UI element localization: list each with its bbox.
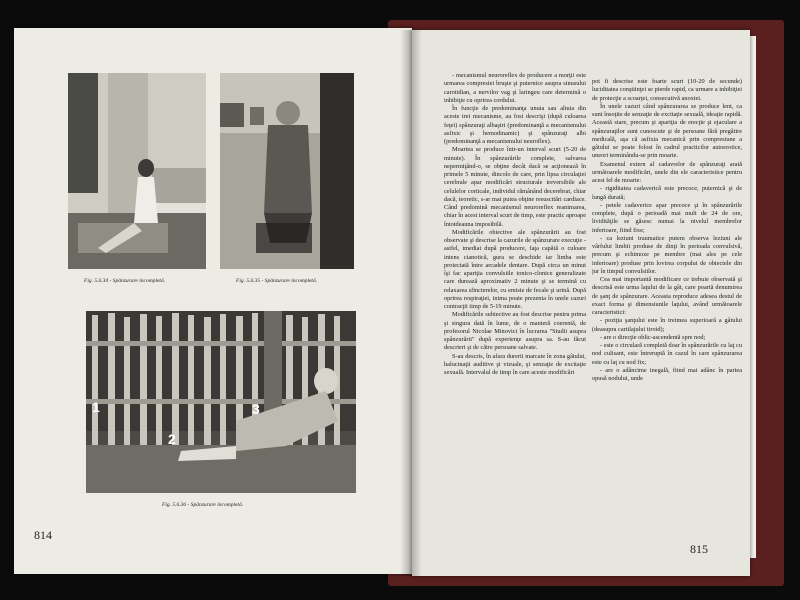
paragraph: - ca leziuni traumatice putem observa leziuni ale vârfului limbii produse de dinţi în perioada convulsivă, precum şi echimoze pe membre (mai ales pe cele inferioare) produse prin lovirea corpului de obiectele din jur în timpul convulsiilor. — [592, 234, 742, 275]
text-column-2 — [592, 78, 742, 538]
photo-marker-1: 1 — [92, 399, 100, 415]
figure-caption-3: Fig. 5.6.36 - Spânzurare incompletă. — [162, 502, 244, 508]
paragraph: Modificările obiective ale spânzurării au fost observate şi descrise la cazurile de spânzurare execuţie - astfel, imediat după producere, faţa capătă o culoare intens cianotică, gura se deschide iar limba este proiectată între arcadele dentare. După circa un minut îşi fac apariţia convulsiile tonico-clonice generalizate care durează aproximativ 2 minute şi se termină cu relaxarea sfincterelor, cu emisie de fecale şi urină. După oprirea respiraţiei, inima poate prezenta în unele cazuri contracţii timp de 5-19 minute. — [444, 228, 586, 310]
paragraph: - rigiditatea cadaverică este precoce, puternică şi de lungă durată; — [592, 185, 742, 201]
figure-photo-2 — [220, 73, 354, 269]
figure-caption-1: Fig. 5.6.34 - Spânzurare incompletă. — [84, 278, 166, 284]
paragraph: - poziţia şanţului este în treimea superioară a gâtului (deasupra cartilajului tiroid); — [592, 317, 742, 333]
paragraph: În unele cazuri când spânzurarea se produce lent, ca sunt însoţite de senzaţie de excitaţie sexuală, ideaţie rapidă. Această stare, precum şi apariţia de erecţie şi ejaculare a spânzuraţilor sunt cunoscute şi de persoane fără pregătire medicală, aşa că asfixia mecanică prin compresiune a gâtului se poate folosi în cadrul practicilor autoerotice, uneori terminându-se prin moarte. — [592, 102, 742, 160]
figure-photo-3 — [86, 311, 356, 493]
paragraph: Modificările subiective au fost descrise pentru prima şi singura dată în lume, de o manieră coerentă, de profesorul Nicolae Minovici în lucrarea "Studii asupra spânzurării" după experienţe asupra sa. S-au făcut descrieri şi de către persoane salvate. — [444, 311, 586, 352]
text-column-1 — [444, 72, 586, 512]
paragraph: Examenul extern al cadavrelor de spânzuraţi arată următoarele modificări, unele din ele caracteristice pentru acest fel de moarte: — [592, 160, 742, 184]
figure-caption-2: Fig. 5.6.35 - Spânzurare incompletă. — [236, 278, 318, 284]
paragraph: - mecanismul neuroreflex de producere a morţii este urmarea compresiei bruşte şi puternice asupra sinusului carotidian, a nervilor vag şi laringeu care determină o inhibiţie cu oprirea cordului. — [444, 72, 586, 104]
left-page — [14, 28, 412, 574]
figure-photo-1 — [68, 73, 206, 269]
paragraph: - petele cadaverice apar precoce şi în spânzurările complete, după o perioadă mai mult de 24 de ore, lividităţile se găsesc numai la nivelul membrelor inferioare, fiind fixe; — [592, 201, 742, 234]
photo-marker-2: 2 — [168, 431, 176, 447]
paragraph: - are o adâncime inegală, fiind mai adânc în partea opusă nodului, unde — [592, 366, 742, 382]
paragraph: S-au descris, în afara durerii marcate în zona gâtului, halucinaţii auditive şi vizuale, şi senzaţie de excitaţie sexuală. Intervalul de timp în care aceste modificări — [444, 352, 586, 376]
page-number-right: 815 — [690, 542, 708, 556]
paragraph: - are o direcţie oblic-ascendentă spre nod; — [600, 333, 706, 341]
paragraph: Moartea se produce într-un interval scurt (5-20 de minute). În spânzurările complete, salvarea nepermiţând-o, se obţine decât dacă se acţionează în primele 5 minute, dincolo de care, prin lipsa circulaţiei cerebrale apar modificări structurale ireversibile ale celulelor corticale, individul rămânând decerebrat, chiar dacă, teoretic, s-ar mai putea obţine resuscitări cardiace. Când predomină mecanismul neuroreflex reanimarea, chiar în acest interval scurt de timp, este practic aproape întotdeauna imposibilă. — [444, 146, 586, 228]
paragraph: - este o circulară completă doar în spânzurările cu laţ cu nod culisant, este întreruptă în cazul în care spânzurarea este cu laţ cu nod fix; — [592, 342, 742, 366]
right-page — [412, 30, 750, 576]
paragraph: În funcţie de predominanţa unuia sau altuia din aceste trei mecanisme, au fost descrişi (după culoarea feţei) spânzuraţi albaştri (predominanţă a mecanismului asfixic şi hemodinamic) şi spânzuraţi albi (predominanţă a mecanismului neuroflex). — [444, 105, 586, 145]
photo-marker-3: 3 — [252, 401, 260, 417]
book-gutter — [400, 30, 422, 576]
page-number-left: 814 — [34, 528, 52, 542]
paragraph: Cea mai importantă modificare ce trebuie observată şi descrisă este urma laţului de la gât, care poartă denumirea de şanţ de spânzurare. Aceasta reproduce adesea destul de exact forma şi dimensiunile laţului, având următoarele caracteristici: — [592, 276, 742, 316]
paragraph: pot fi descrise este foarte scurt (10-20 de secunde) luciditatea conştiinţei se pierde rapid, ca urmare a inhibiţiei de protecţie a scoarţei, consecutivă anoxiei. — [592, 78, 742, 102]
